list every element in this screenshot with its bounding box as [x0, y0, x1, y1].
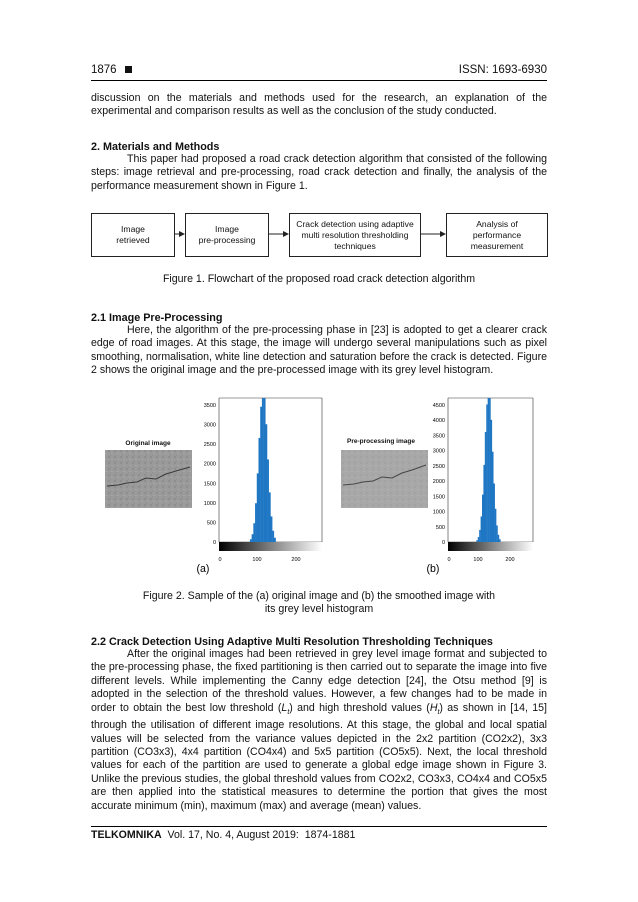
figure-2-caption-line-2: its grey level histogram	[264, 603, 374, 616]
histogram-bar	[488, 398, 490, 542]
histogram-bar	[496, 525, 498, 542]
y-tick-label: 500	[206, 520, 216, 527]
histogram-bar	[493, 483, 495, 542]
histogram-bar	[262, 398, 264, 542]
histogram-bar	[255, 503, 257, 542]
y-tick-label: 4500	[432, 403, 445, 409]
histogram-bar	[483, 465, 485, 542]
histogram-bar	[271, 516, 273, 542]
y-tick-label: 1000	[203, 500, 216, 507]
x-tick-label: 0	[447, 557, 451, 563]
section-2-2-heading: 2.2 Crack Detection Using Adaptive Multi Resolution Thresholding Techniques	[91, 636, 493, 648]
histogram-bar	[485, 432, 487, 542]
histogram-bar	[479, 530, 481, 542]
y-tick-label: 3500	[432, 433, 445, 440]
journal-details: Vol. 17, No. 4, August 2019: 1874-1881	[161, 829, 356, 841]
histogram-bar	[250, 539, 252, 542]
histogram-bar	[260, 407, 262, 542]
y-tick-label: 1500	[432, 494, 445, 501]
issn: ISSN: 1693-6930	[458, 64, 547, 76]
histogram-bar	[498, 535, 500, 542]
paragraph-text: After the original images had been retrieved in grey level image format and subjected to the pre-processing phase, the fixed partitioning is then carried out to separate the image into five different levels. While implementing the Canny edge detection [24], the Otsu method [9] is adopted in the selection of the threshold values. However, a few changes had to be made in order to obtain the best low threshold (	[91, 648, 547, 714]
y-tick-label: 3000	[432, 448, 445, 455]
section-2-heading: 2. Materials and Methods	[91, 141, 220, 153]
histogram-bar	[482, 495, 484, 542]
footer-rule	[91, 826, 547, 827]
paragraph-text: ) and high threshold values (	[289, 701, 430, 714]
y-tick-label: 2000	[203, 461, 216, 468]
histogram-bar	[253, 523, 255, 542]
footer	[91, 829, 355, 841]
flowchart-box-label: Crack detection using adaptive multi resolution thresholding techniques	[296, 218, 414, 251]
grey-level-colorbar	[448, 542, 533, 551]
histogram-bar	[492, 452, 494, 542]
figure-2-caption-line-1: Figure 2. Sample of the (a) original image and (b) the smoothed image with	[142, 590, 496, 602]
flowchart-box-label: Image retrieved	[116, 224, 150, 245]
y-tick-label: 1000	[432, 509, 445, 516]
histogram-bar	[491, 420, 493, 542]
figure-1-caption: Figure 1. Flowchart of the proposed road crack detection algorithm	[162, 273, 476, 285]
histogram-bar	[481, 516, 483, 542]
histogram-bar	[489, 398, 491, 542]
flowchart-box-label: Analysis of performance measurement	[470, 218, 524, 251]
histogram-a	[204, 398, 322, 563]
figure-2-caption	[91, 590, 547, 617]
histogram-bar	[486, 404, 488, 542]
pre-processed-road-image	[341, 450, 428, 508]
low-threshold-symbol: $L_t$	[281, 701, 290, 716]
histogram-bar	[265, 424, 267, 542]
original-image-label: Original image	[125, 440, 171, 447]
histogram-bar	[272, 531, 274, 542]
y-tick-label: 3000	[203, 422, 216, 429]
y-tick-label: 500	[435, 524, 445, 531]
y-tick-label: 4000	[432, 418, 445, 425]
histogram-bar	[499, 539, 501, 542]
intro-paragraph: discussion on the materials and methods used for the research, an explanation of the experimental and comparison results as well as the conclusion of the study conducted.	[91, 92, 547, 118]
y-tick-label: 0	[441, 540, 445, 546]
histogram-bar	[267, 459, 269, 542]
section-2-2-paragraph	[91, 648, 547, 813]
x-tick-label: 100	[252, 557, 262, 563]
y-tick-label: 1500	[203, 481, 216, 488]
section-2-paragraph: This paper had proposed a road crack detection algorithm that consisted of the following steps: image retrieval and pre-processing, road crack detection and finally, the analysis of the performance measurement shown in Figure 1.	[91, 153, 547, 192]
flowchart-box-label: Image pre-processing	[198, 224, 256, 245]
histogram-bar	[495, 509, 497, 542]
histogram-bar	[274, 538, 276, 542]
sub-label-b: (b)	[426, 563, 440, 575]
histogram-bar	[258, 438, 260, 542]
histogram-bar	[257, 473, 259, 542]
sub-label-a: (a)	[196, 563, 210, 575]
histogram-bar	[252, 534, 254, 542]
y-tick-label: 0	[212, 540, 216, 546]
section-2-1-heading: 2.1 Image Pre-Processing	[91, 312, 223, 324]
x-tick-label: 200	[291, 557, 301, 563]
original-road-image	[105, 450, 192, 508]
y-tick-label: 2500	[203, 442, 216, 449]
figure-2-panels	[0, 390, 638, 590]
histogram-bar	[264, 398, 266, 542]
y-tick-label: 2000	[432, 479, 445, 486]
x-tick-label: 200	[505, 557, 515, 563]
y-tick-label: 3500	[203, 403, 216, 409]
flowchart-arrows	[0, 0, 638, 300]
high-threshold-symbol: $H_t$	[429, 701, 440, 716]
pre-processing-image-label: Pre-processing image	[347, 438, 415, 445]
grey-level-colorbar	[219, 542, 322, 551]
page-number: 1876	[91, 64, 117, 76]
section-2-1-paragraph: Here, the algorithm of the pre-processing phase in [23] is adopted to get a clearer crack edge of road images. At this stage, the image will undergo several manipulations such as pixel smoothing, normalisation, white line detection and saturation before the crack is detected. Figure 2 shows the original image and the pre-processed image with its grey level histogram.	[91, 324, 547, 377]
histogram-bar	[478, 537, 480, 542]
x-tick-label: 100	[473, 557, 483, 563]
histogram-bar	[269, 492, 271, 542]
histogram-b	[433, 398, 533, 563]
histogram-bar	[476, 540, 478, 542]
x-tick-label: 0	[218, 557, 222, 563]
journal-name: TELKOMNIKA	[91, 829, 162, 841]
paragraph-text: ) as shown in [14, 15] through the utilisation of different image resolutions. At this stage, the global and local spatial values will be selected from the variance values depicted in the 2x2 partition (CO2x2), 3x3 partition (CO3x3), 4x4 partition (CO4x4) and 5x5 partition (CO5x5). Next, the local threshold values for each of the partition are used to generate a global edge image shown in Figure 3. Unlike the previous studies, the global threshold values from CO2x2, CO3x3, CO4x4 and CO5x5 are then applied into the statistical measures to determine the portion that gives the most accurate minimum (min), maximum (max) and average (mean) values.	[91, 701, 547, 812]
y-tick-label: 2500	[432, 463, 445, 470]
